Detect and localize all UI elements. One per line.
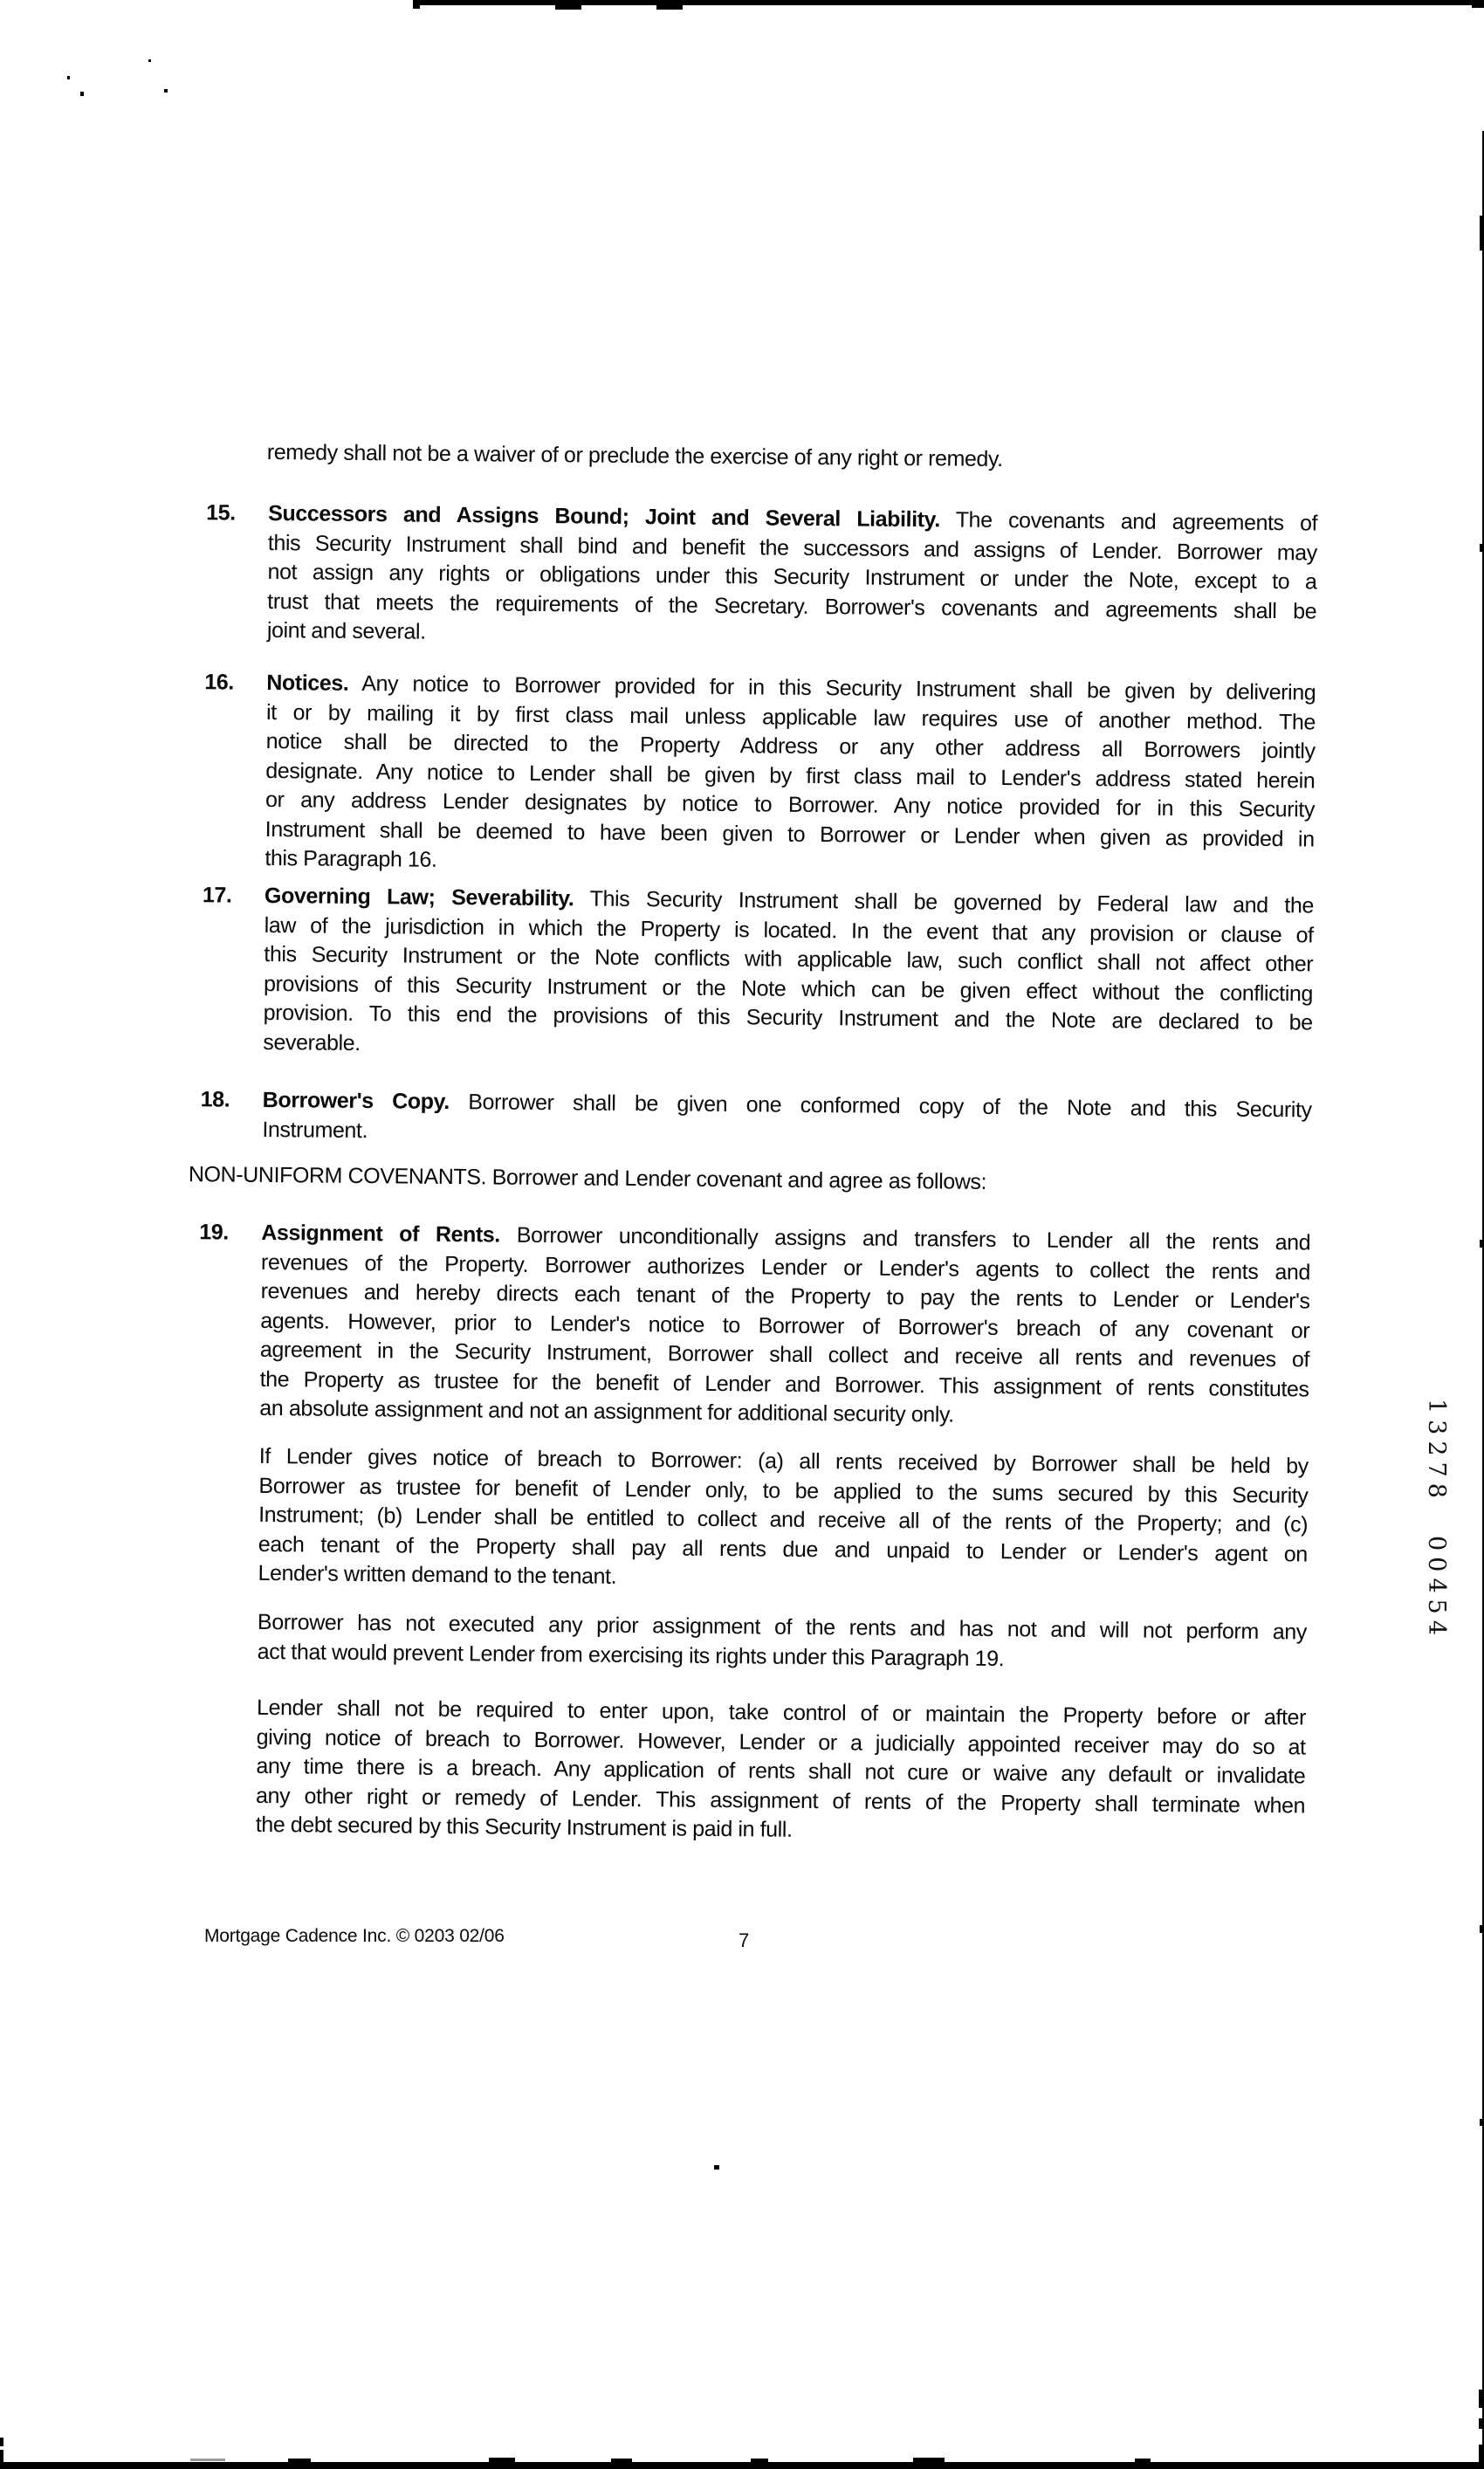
paragraph [258,1608,1308,1677]
numbered-section [200,1086,1312,1155]
text-line: this Paragraph 16. [265,845,437,872]
text-line: Instrument. [262,1117,368,1143]
paragraph [256,1694,1307,1850]
scan-artifact [913,2458,945,2462]
margin-stamp-number [1423,1399,1450,1661]
text-line: or any address Lender designates by notice to Borrower. Any notice provided for in this Security [265,787,1316,822]
text-line: provisions of this Security Instrument or the Note which can be given effect without the conflicting [263,971,1314,1006]
text-line: revenues and hereby directs each tenant of the Property to pay the rents to Lender or Lender's [260,1278,1310,1314]
scan-artifact [555,0,581,10]
section-number: 17. [202,883,232,908]
text-line: Instrument shall be deemed to have been given to Borrower or Lender when given as provided in [265,816,1315,851]
text-line: notice shall be directed to the Property Address or any other address all Borrowers jointly [265,728,1316,764]
scan-artifact [0,2450,3,2462]
numbered-section [204,669,1316,884]
scan-artifact [1480,1925,1484,1933]
scan-artifact [611,2459,632,2462]
text-line: it or by mailing it by first class mail unless applicable law requires use of another method. The [265,699,1316,735]
scan-artifact [1479,2390,1484,2408]
section-heading: Borrower's Copy. [262,1087,450,1115]
continuation-line: remedy shall not be a waiver of or preclude the exercise of any right or remedy. [266,439,1003,472]
text-line: this Security Instrument or the Note conflicts with applicable law, such conflict shall not affect other [264,941,1314,977]
footer-company-credit: Mortgage Cadence Inc. © 0203 02/06 [204,1926,505,1946]
text-line: Instrument; (b) Lender shall be entitled to collect and receive all of the rents of the Property; and (c) [258,1502,1309,1537]
scan-artifact [190,2459,225,2461]
text-line: agreement in the Security Instrument, Borrower shall collect and receive all rents and revenues of [259,1337,1310,1372]
section-heading: Notices. [266,670,349,696]
scan-artifact [0,2438,3,2446]
text-line: agents. However, prior to Lender's notice to Borrower of Borrower's breach of any covenant or [260,1308,1310,1343]
text-line: each tenant of the Property shall pay all rents due and unpaid to Lender or Lender's agent on [258,1531,1308,1566]
section-heading: Governing Law; Severability. [264,883,574,911]
scan-artifact [751,2459,768,2462]
scan-artifact [288,2459,311,2462]
numbered-section [202,882,1315,1068]
text-line: revenues of the Property. Borrower authorizes Lender or Lender's agents to collect the rents and [260,1249,1311,1284]
text-line: Borrower's Copy. Borrower shall be given one conformed copy of the Note and this Security [262,1087,1312,1123]
text-line: any time there is a breach. Any application of rents shall not cure or waive any default or invalidate [256,1753,1306,1789]
scan-artifact [714,2165,719,2170]
text-line: Governing Law; Severability. This Security Instrument shall be governed by Federal law and the [264,883,1315,918]
scan-artifact [656,0,683,10]
text-line: Lender's written demand to the tenant. [258,1560,617,1589]
scan-artifact [0,2462,1484,2469]
scan-artifact [1135,2459,1151,2462]
numbered-section [206,499,1318,656]
scan-artifact [148,59,151,62]
text-line: giving notice of breach to Borrower. However, Lender or a judicially appointed receiver may do so at [256,1724,1306,1759]
text-line: the Property as trustee for the benefit of Lender and Borrower. This assignment of rents constitutes [259,1366,1309,1401]
covenants-heading-line: NON-UNIFORM COVENANTS. Borrower and Lender covenant and agree as follows: [188,1162,987,1194]
page-number: 7 [739,1929,750,1951]
scan-artifact [413,0,420,9]
section-heading: Successors and Assigns Bound; Joint and Several Liability. [268,500,940,533]
scan-artifact [164,89,168,93]
scan-artifact [1480,216,1484,251]
scan-artifact [1480,2119,1484,2126]
text-line: Assignment of Rents. Borrower unconditionally assigns and transfers to Lender all the rents and [261,1220,1311,1255]
text-line: Successors and Assigns Bound; Joint and Several Liability. The covenants and agreements of [268,500,1318,536]
text-line: an absolute assignment and not an assignment for additional security only. [259,1395,954,1427]
section-heading: Assignment of Rents. [261,1220,501,1248]
text-line: this Security Instrument shall bind and benefit the successors and assigns of Lender. Borrower may [267,530,1317,566]
paragraph [258,1442,1309,1599]
margin-stamp-top: 13278 [1423,1399,1450,1504]
section-number: 19. [199,1220,229,1245]
text-line: the debt secured by this Security Instrument is paid in full. [255,1812,793,1842]
text-line: Lender shall not be required to enter upon, take control of or maintain the Property before or after [256,1695,1307,1730]
text-line: Borrower has not executed any prior assignment of the rents and has not and will not perform any [257,1609,1308,1645]
text-line: joint and several. [266,617,426,644]
scan-artifact [1479,2418,1484,2429]
margin-stamp-bottom: 00454 [1423,1535,1450,1641]
text-line: Notices. Any notice to Borrower provided for in this Security Instrument shall be given by delivering [266,670,1316,705]
scan-artifact [67,76,70,79]
numbered-section [199,1219,1311,1434]
text-line: not assign any rights or obligations under this Security Instrument or under the Note, except to a [267,559,1317,595]
text-line: trust that meets the requirements of the Secretary. Borrower's covenants and agreements shall be [267,588,1317,624]
text-line: law of the jurisdiction in which the Property is located. In the event that any provision or clause of [264,912,1314,947]
scan-artifact [1472,0,1484,8]
scan-artifact [80,92,84,96]
text-line: designate. Any notice to Lender shall be given by first class mail to Lender's address stated herein [265,758,1316,794]
text-line: provision. To this end the provisions of this Security Instrument and the Note are declared to be [263,1000,1313,1035]
section-number: 16. [204,670,235,695]
section-number: 15. [206,500,236,526]
text-line: severable. [263,1029,361,1056]
scan-artifact [1480,1240,1484,1248]
text-line: any other right or remedy of Lender. This assignment of rents of the Property shall terminate when [255,1783,1306,1818]
text-line: act that would prevent Lender from exercising its rights under this Paragraph 19. [257,1639,1005,1671]
text-line: Borrower as trustee for benefit of Lender only, to be applied to the sums secured by this Security [258,1473,1309,1508]
section-number: 18. [200,1087,230,1112]
scan-artifact [489,2458,515,2462]
scan-artifact [1480,544,1484,552]
text-line: If Lender gives notice of breach to Borrower: (a) all rents received by Borrower shall be held by [258,1443,1309,1479]
